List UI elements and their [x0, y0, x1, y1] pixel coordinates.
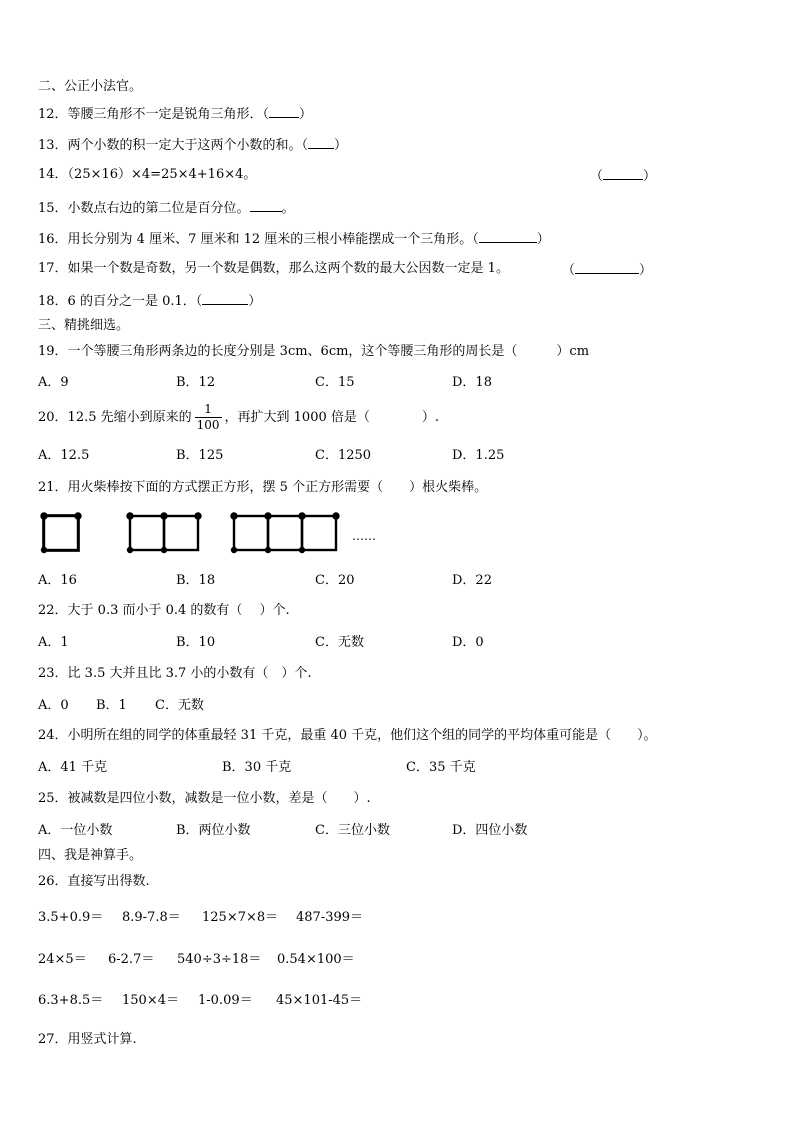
option-d[interactable]: D．22 [452, 573, 492, 588]
option-b[interactable]: B．1 [96, 698, 127, 713]
option-d[interactable]: D．0 [452, 635, 484, 650]
question-19-options [38, 374, 758, 392]
question-17 [38, 260, 758, 278]
answer-blank[interactable] [202, 291, 248, 305]
option-b[interactable]: B．18 [176, 573, 216, 588]
answer-blank[interactable] [603, 166, 643, 180]
section-heading-4: 四、我是神算手。 [38, 848, 143, 863]
question-25: 25．被减数是四位小数，减数是一位小数，差是（ ）. [38, 791, 371, 806]
question-24-options [38, 759, 758, 777]
fraction [195, 402, 222, 433]
question-20-options [38, 447, 758, 465]
question-19: 19．一个等腰三角形两条边的长度分别是 3cm、6cm，这个等腰三角形的周长是（ ）cm [38, 344, 590, 359]
calc-item: 487-399＝ [296, 910, 364, 925]
answer-blank[interactable] [479, 229, 537, 243]
calc-item: 6-2.7＝ [108, 952, 155, 967]
calc-item: 150×4＝ [122, 993, 179, 1008]
question-26: 26．直接写出得数. [38, 874, 150, 889]
option-a[interactable]: A．9 [38, 375, 69, 390]
question-20-suffix: ，再扩大到 1000 倍是（ ）. [224, 410, 440, 425]
calc-item: 8.9-7.8＝ [122, 910, 181, 925]
option-a[interactable]: A．41 千克 [38, 760, 108, 775]
answer-blank[interactable] [269, 104, 299, 118]
calc-item: 540÷3÷18＝ [177, 952, 262, 967]
question-25-options [38, 822, 758, 840]
question-16: 16．用长分别为 4 厘米、7 厘米和 12 厘米的三根小棒能摆成一个三角形。（ ） [38, 229, 550, 249]
question-12: 12．等腰三角形不一定是锐角三角形．（ ） [38, 104, 312, 124]
option-d[interactable]: D．1.25 [452, 448, 505, 463]
question-15: 15．小数点右边的第二位是百分位。 。 [38, 198, 295, 218]
question-23-options [38, 697, 758, 715]
calc-row [38, 951, 758, 969]
answer-blank[interactable] [308, 135, 334, 149]
calc-row [38, 909, 758, 927]
question-13-text: 13．两个小数的积一定大于这两个小数的和。（ [38, 138, 309, 153]
question-17-answer: （ ） [562, 260, 652, 280]
one-square [42, 514, 81, 553]
question-21-options [38, 572, 758, 590]
calc-item: 125×7×8＝ [202, 910, 279, 925]
question-14-text: 14．（25×16）×4=25×4+16×4。 [38, 167, 257, 182]
option-b[interactable]: B．12 [176, 375, 216, 390]
question-22-options [38, 634, 758, 652]
option-b[interactable]: B．30 千克 [222, 760, 292, 775]
answer-blank[interactable] [575, 260, 639, 274]
question-15-text: 15．小数点右边的第二位是百分位。 [38, 201, 250, 216]
fraction-numerator: 1 [195, 402, 222, 418]
section-heading-2: 二、公正小法官。 [38, 79, 143, 94]
question-21: 21．用火柴棒按下面的方式摆正方形，摆 5 个正方形需要（ ）根火柴棒。 [38, 480, 488, 495]
option-b[interactable]: B．10 [176, 635, 216, 650]
question-18-text: 18．6 的百分之一是 0.1．（ [38, 294, 203, 309]
two-squares [128, 514, 201, 553]
question-20-prefix: 20．12.5 先缩小到原来的 [38, 410, 192, 425]
option-c[interactable]: C．15 [315, 375, 355, 390]
question-18: 18．6 的百分之一是 0.1．（ ） [38, 291, 261, 311]
question-27: 27．用竖式计算. [38, 1032, 137, 1047]
calc-item: 24×5＝ [38, 952, 87, 967]
option-c[interactable]: C．三位小数 [315, 823, 390, 838]
calc-item: 1-0.09＝ [198, 993, 253, 1008]
question-22: 22．大于 0.3 而小于 0.4 的数有（ ）个. [38, 603, 290, 618]
question-24: 24．小明所在组的同学的体重最轻 31 千克，最重 40 千克，他们这个组的同学的平均体重可能是（ ）。 [38, 728, 657, 743]
option-c[interactable]: C．35 千克 [406, 760, 476, 775]
question-14 [38, 166, 758, 184]
section-heading-3: 三、精挑细选。 [38, 318, 130, 333]
ellipsis: …… [352, 529, 376, 543]
option-b[interactable]: B．两位小数 [176, 823, 251, 838]
option-c[interactable]: C．无数 [315, 635, 364, 650]
question-13: 13．两个小数的积一定大于这两个小数的和。（ ） [38, 135, 347, 155]
option-a[interactable]: A．0 [38, 698, 69, 713]
option-c[interactable]: C．无数 [155, 698, 204, 713]
fraction-denominator: 100 [196, 418, 220, 432]
question-23: 23．比 3.5 大并且比 3.7 小的小数有（ ）个. [38, 666, 312, 681]
question-20 [38, 400, 439, 436]
question-12-text: 12．等腰三角形不一定是锐角三角形．（ [38, 107, 270, 122]
option-b[interactable]: B．125 [176, 448, 224, 463]
option-a[interactable]: A．16 [38, 573, 77, 588]
calc-item: 0.54×100＝ [277, 952, 355, 967]
calc-row [38, 992, 758, 1010]
option-a[interactable]: A．1 [38, 635, 69, 650]
question-16-text: 16．用长分别为 4 厘米、7 厘米和 12 厘米的三根小棒能摆成一个三角形。（ [38, 232, 479, 247]
option-c[interactable]: C．1250 [315, 448, 372, 463]
matchstick-figure [36, 508, 396, 560]
calc-item: 45×101-45＝ [276, 993, 363, 1008]
option-a[interactable]: A．12.5 [38, 448, 90, 463]
option-a[interactable]: A．一位小数 [38, 823, 113, 838]
question-14-answer: （ ） [590, 166, 656, 186]
question-17-text: 17．如果一个数是奇数，另一个数是偶数，那么这两个数的最大公因数一定是 1。 [38, 261, 509, 276]
option-c[interactable]: C．20 [315, 573, 355, 588]
answer-blank[interactable] [250, 198, 282, 212]
option-d[interactable]: D．四位小数 [452, 823, 528, 838]
calc-item: 6.3+8.5＝ [38, 993, 104, 1008]
three-squares [232, 514, 339, 553]
calc-item: 3.5+0.9＝ [38, 910, 104, 925]
option-d[interactable]: D．18 [452, 375, 492, 390]
